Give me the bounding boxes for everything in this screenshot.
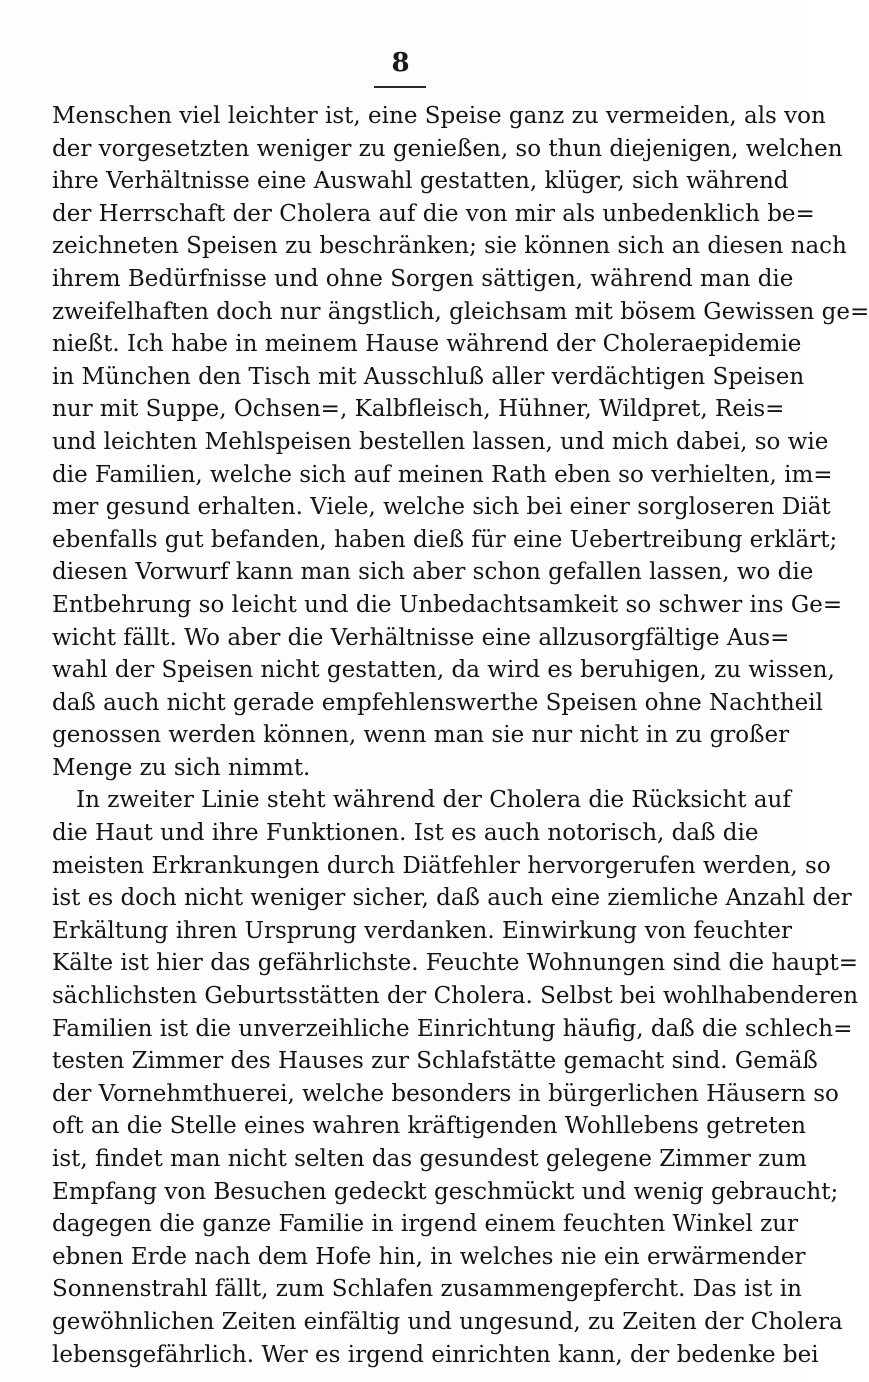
- text-line: ist es doch nicht weniger sicher, daß auch eine ziemliche Anzahl der: [52, 885, 852, 912]
- text-line: zweifelhaften doch nur ängstlich, gleichsam mit bösem Gewissen ge=: [52, 298, 869, 325]
- text-line: oft an die Stelle eines wahren kräftigenden Wohllebens getreten: [52, 1113, 806, 1140]
- page-number-rule: [374, 86, 426, 88]
- text-line: genossen werden können, wenn man sie nur nicht in zu großer: [52, 722, 790, 749]
- text-line: diesen Vorwurf kann man sich aber schon gefallen lassen, wo die: [52, 559, 814, 586]
- text-line: ihrem Bedürfnisse und ohne Sorgen sättigen, während man die: [52, 265, 794, 292]
- text-line: Menge zu sich nimmt.: [52, 754, 311, 781]
- text-line: gewöhnlichen Zeiten einfältig und ungesund, zu Zeiten der Cholera: [52, 1308, 843, 1335]
- text-line: zeichneten Speisen zu beschränken; sie können sich an diesen nach: [52, 233, 847, 260]
- text-line: Empfang von Besuchen gedeckt geschmückt und wenig gebraucht;: [52, 1178, 839, 1205]
- text-line: Kälte ist hier das gefährlichste. Feuchte Wohnungen sind die haupt=: [52, 950, 859, 977]
- text-line: in München den Tisch mit Ausschluß aller verdächtigen Speisen: [52, 363, 805, 390]
- text-line: testen Zimmer des Hauses zur Schlafstätte gemacht sind. Gemäß: [52, 1048, 818, 1075]
- text-line: der Herrschaft der Cholera auf die von mir als unbedenklich be=: [52, 200, 815, 227]
- text-line: ebnen Erde nach dem Hofe hin, in welches nie ein erwärmender: [52, 1243, 806, 1270]
- text-line: Sonnenstrahl fällt, zum Schlafen zusammengepfercht. Das ist in: [52, 1276, 802, 1303]
- text-line: nießt. Ich habe in meinem Hause während der Choleraepidemie: [52, 331, 802, 358]
- page-number: 8: [391, 48, 410, 78]
- text-line: ebenfalls gut befanden, haben dieß für eine Uebertreibung erklärt;: [52, 526, 838, 553]
- text-line: meisten Erkrankungen durch Diätfehler hervorgerufen werden, so: [52, 852, 831, 879]
- text-line: sächlichsten Geburtsstätten der Cholera. Selbst bei wohlhabenderen: [52, 983, 859, 1010]
- text-line: nur mit Suppe, Ochsen=, Kalbfleisch, Hühner, Wildpret, Reis=: [52, 396, 785, 423]
- paragraph-1: [52, 100, 869, 784]
- text-line: mer gesund erhalten. Viele, welche sich bei einer sorgloseren Diät: [52, 494, 831, 521]
- text-line: ist, findet man nicht selten das gesundest gelegene Zimmer zum: [52, 1146, 807, 1172]
- text-line: In zweiter Linie steht während der Cholera die Rücksicht auf: [76, 787, 791, 814]
- text-line: Erkältung ihren Ursprung verdanken. Einwirkung von feuchter: [52, 917, 793, 944]
- text-line: die Haut und ihre Funktionen. Ist es auch notorisch, daß die: [52, 820, 759, 847]
- text-line: und leichten Mehlspeisen bestellen lassen, und mich dabei, so wie: [52, 428, 829, 455]
- text-line: Entbehrung so leicht und die Unbedachtsamkeit so schwer ins Ge=: [52, 591, 843, 618]
- paragraph-2: [52, 784, 859, 1371]
- text-line: lebensgefährlich. Wer es irgend einrichten kann, der bedenke bei: [52, 1341, 819, 1368]
- text-line: daß auch nicht gerade empfehlenswerthe Speisen ohne Nachtheil: [52, 689, 823, 716]
- text-line: Familien ist die unverzeihliche Einrichtung häufig, daß die schlech=: [52, 1015, 853, 1042]
- text-line: wahl der Speisen nicht gestatten, da wird es beruhigen, zu wissen,: [52, 657, 835, 684]
- text-line: der Vornehmthuerei, welche besonders in bürgerlichen Häusern so: [52, 1080, 839, 1107]
- text-line: dagegen die ganze Familie in irgend einem feuchten Winkel zur: [52, 1211, 799, 1238]
- text-line: der vorgesetzten weniger zu genießen, so thun diejenigen, welchen: [52, 135, 843, 162]
- text-line: Menschen viel leichter ist, eine Speise ganz zu vermeiden, als von: [52, 103, 826, 129]
- text-line: wicht fällt. Wo aber die Verhältnisse eine allzusorgfältige Aus=: [52, 624, 790, 651]
- body-text: [52, 100, 869, 1371]
- text-line: die Familien, welche sich auf meinen Rath eben so verhielten, im=: [52, 461, 833, 488]
- text-line: ihre Verhältnisse eine Auswahl gestatten, klüger, sich während: [52, 168, 789, 195]
